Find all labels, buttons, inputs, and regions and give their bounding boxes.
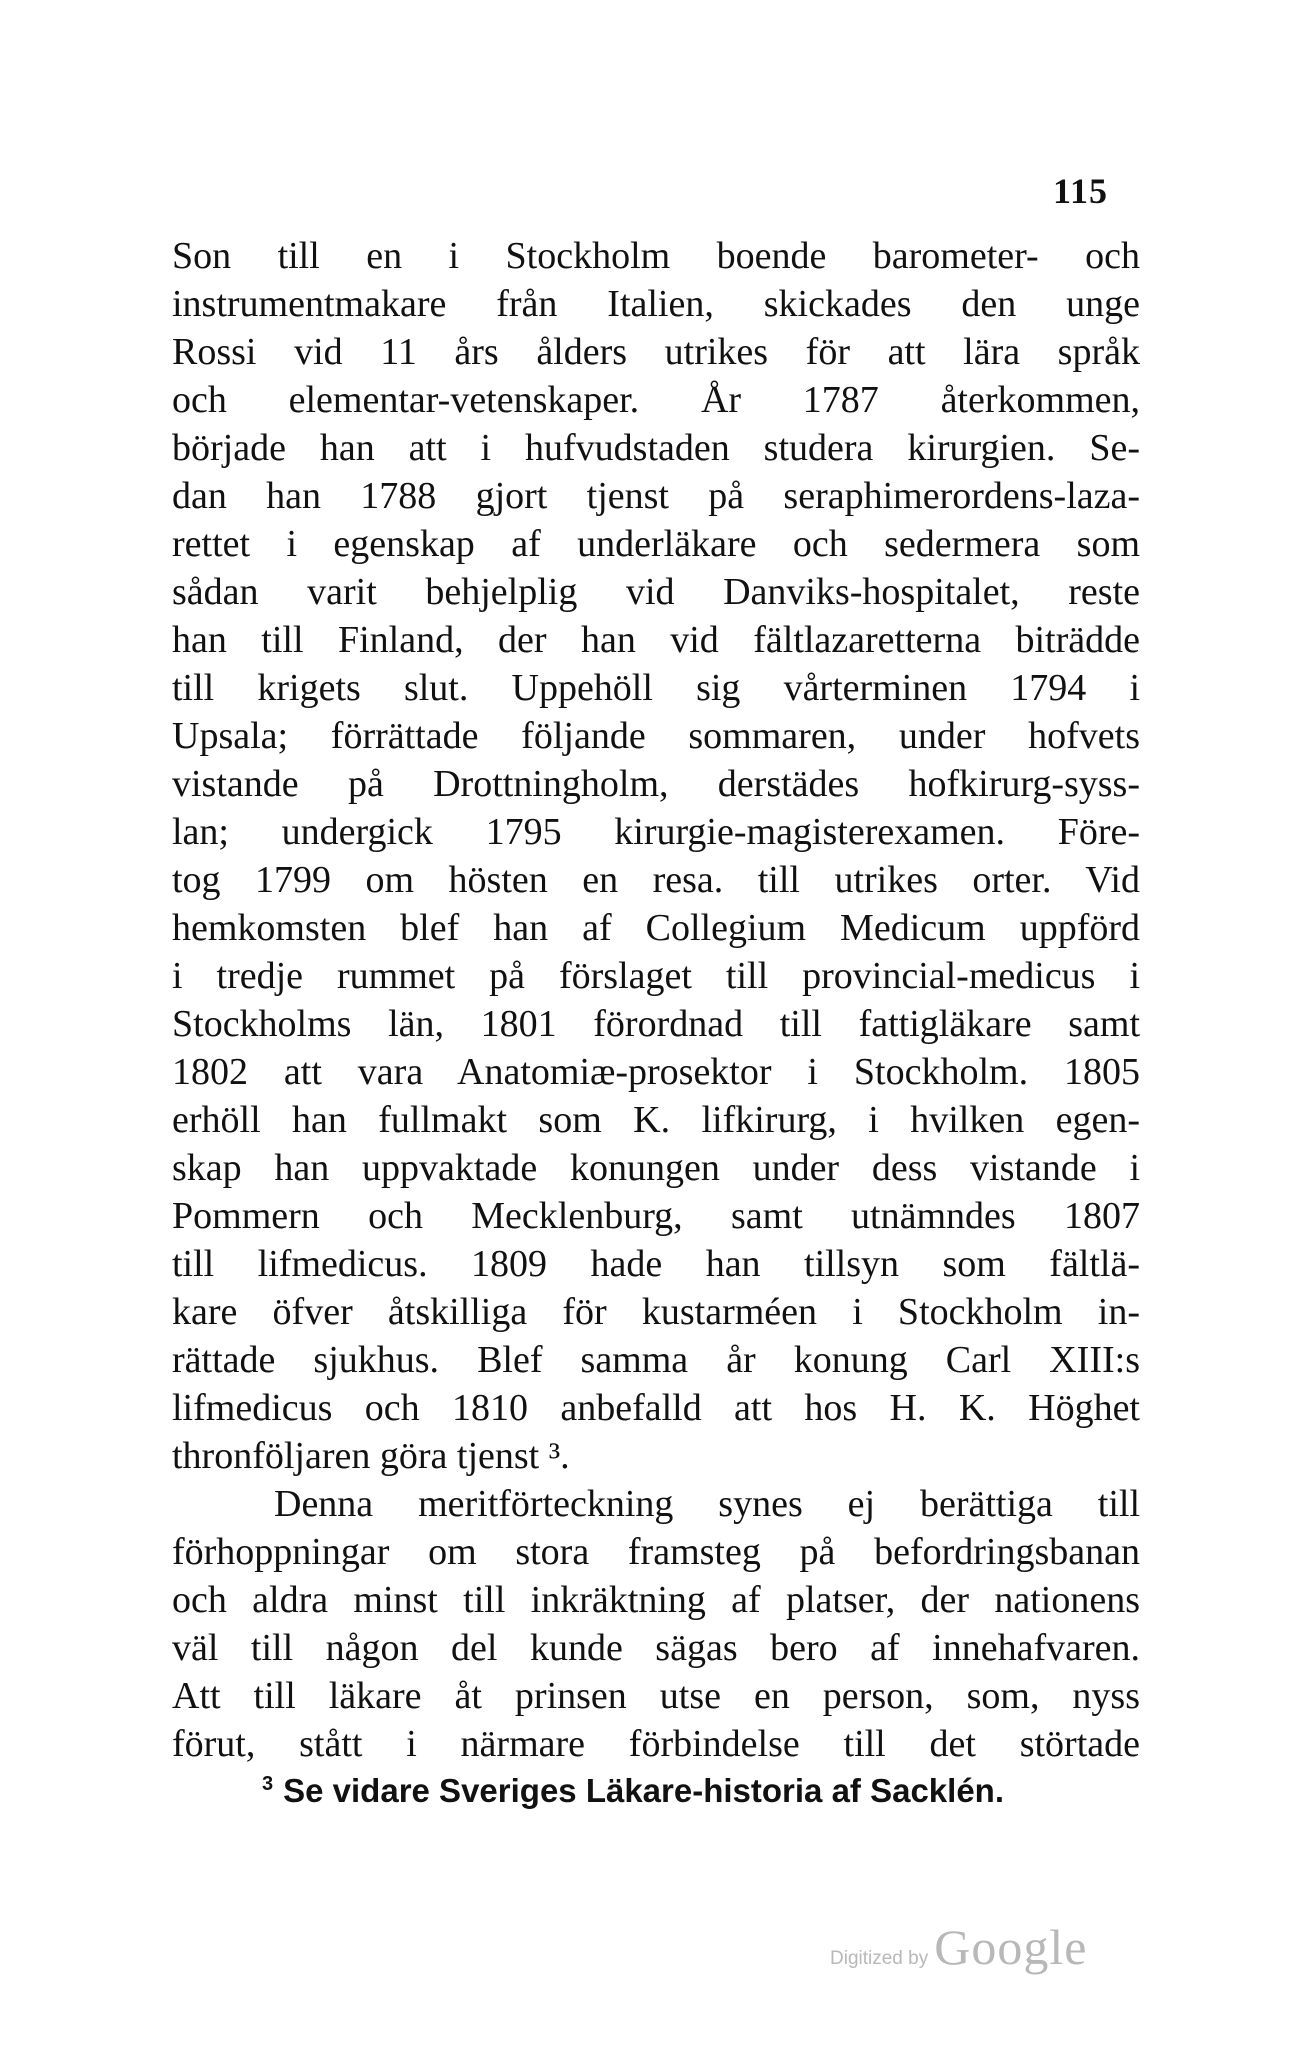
text-line: rettet i egenskap af underläkare och sedermera som (172, 523, 1140, 565)
text-line: Rossi vid 11 års ålders utrikes för att lära språk (172, 331, 1140, 373)
watermark-prefix: Digitized by (830, 1948, 929, 1969)
text-line: lan; undergick 1795 kirurgie-magisterexamen. Före- (172, 811, 1140, 853)
text-line: dan han 1788 gjort tjenst på seraphimerordens-laza- (172, 475, 1140, 517)
text-line: och elementar-vetenskaper. År 1787 återkommen, (172, 379, 1140, 421)
text-line: till krigets slut. Uppehöll sig vårterminen 1794 i (172, 667, 1140, 709)
text-line: Upsala; förrättade följande sommaren, under hofvets (172, 715, 1140, 757)
text-line: Stockholms län, 1801 förordnad till fattigläkare samt (172, 1003, 1140, 1045)
text-line: Son till en i Stockholm boende barometer- och (172, 235, 1140, 277)
text-line: han till Finland, der han vid fältlazaretterna biträdde (172, 619, 1140, 661)
text-line: förhoppningar om stora framsteg på befordringsbanan (172, 1531, 1140, 1573)
text-line: kare öfver åtskilliga för kustarméen i Stockholm in- (172, 1291, 1140, 1333)
text-line: erhöll han fullmakt som K. lifkirurg, i hvilken egen- (172, 1099, 1140, 1141)
text-line: Denna meritförteckning synes ej berättiga till (274, 1483, 1140, 1525)
footnote-marker: 3 (262, 1773, 274, 1795)
footnote (262, 1772, 1004, 1810)
main-text (172, 232, 1140, 1768)
google-logo: Google (934, 1919, 1088, 1975)
text-line: Att till läkare åt prinsen utse en person, som, nyss (172, 1675, 1140, 1717)
text-line: i tredje rummet på förslaget till provincial-medicus i (172, 955, 1140, 997)
text-line: 1802 att vara Anatomiæ-prosektor i Stockholm. 1805 (172, 1051, 1140, 1093)
text-line: sådan varit behjelplig vid Danviks-hospitalet, reste (172, 571, 1140, 613)
text-line: hemkomsten blef han af Collegium Medicum uppförd (172, 907, 1140, 949)
text-line: Pommern och Mecklenburg, samt utnämndes 1807 (172, 1195, 1140, 1237)
text-line: lifmedicus och 1810 anbefalld att hos H. K. Höghet (172, 1387, 1140, 1429)
text-line: instrumentmakare från Italien, skickades den unge (172, 283, 1140, 325)
text-line: började han att i hufvudstaden studera kirurgien. Se- (172, 427, 1140, 469)
text-line: thronföljaren göra tjenst ³. (172, 1435, 570, 1477)
text-line: förut, stått i närmare förbindelse till det störtade (172, 1723, 1140, 1765)
footnote-text: Se vidare Sveriges Läkare-historia af Sacklén. (283, 1772, 1005, 1809)
text-line: till lifmedicus. 1809 hade han tillsyn som fältlä- (172, 1243, 1140, 1285)
text-line: och aldra minst till inkräktning af platser, der nationens (172, 1579, 1140, 1621)
text-line: väl till någon del kunde sägas bero af innehafvaren. (172, 1627, 1140, 1669)
text-line: skap han uppvaktade konungen under dess vistande i (172, 1147, 1140, 1189)
text-line: tog 1799 om hösten en resa. till utrikes orter. Vid (172, 859, 1140, 901)
text-line: vistande på Drottningholm, derstädes hofkirurg-syss- (172, 763, 1140, 805)
text-line: rättade sjukhus. Blef samma år konung Carl XIII:s (172, 1339, 1140, 1381)
page-number: 115 (1052, 171, 1108, 211)
digitized-watermark (830, 1918, 1087, 1976)
